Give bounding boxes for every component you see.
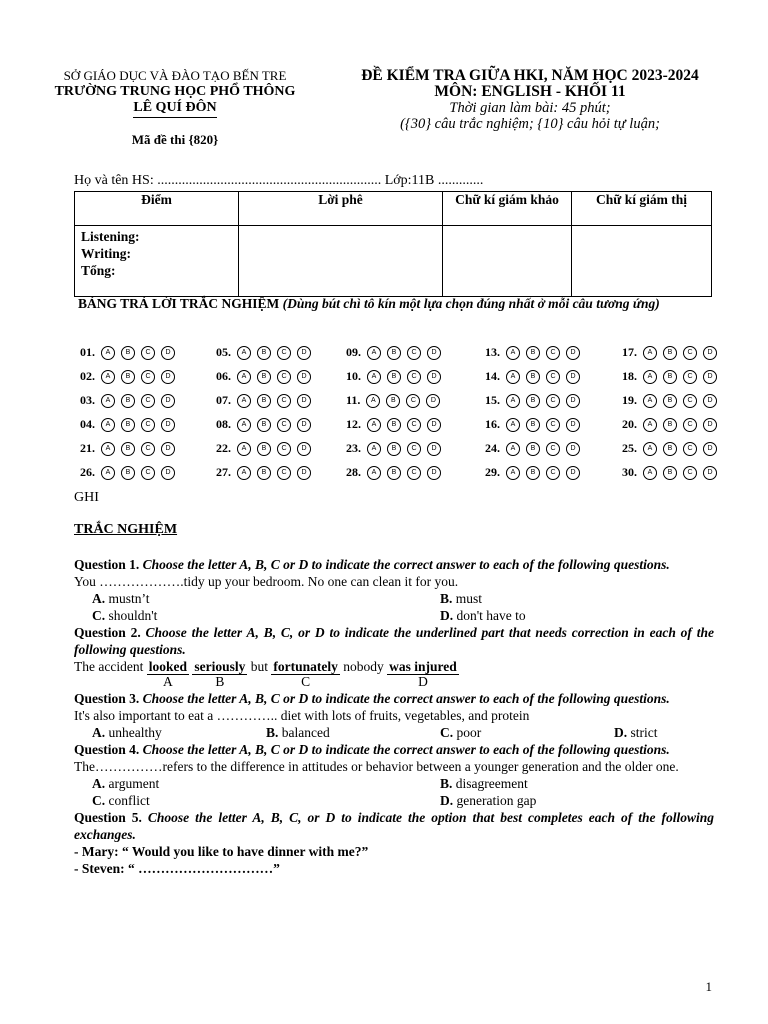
q2-mid-1: but: [250, 659, 269, 674]
exam-time: Thời gian làm bài: 45 phút;: [449, 100, 611, 116]
answer-bubble-a[interactable]: A: [506, 346, 520, 360]
answer-bubble-d[interactable]: D: [161, 370, 175, 384]
answer-bubble-a[interactable]: A: [643, 442, 657, 456]
answer-bubble-b[interactable]: B: [387, 370, 401, 384]
exam-counts: ({30} câu trắc nghiệm; {10} câu hỏi tự luận;: [400, 116, 660, 132]
answer-bubble-b[interactable]: B: [257, 394, 271, 408]
question-number: 09.: [346, 345, 361, 359]
exam-header: [320, 68, 740, 132]
answer-bubble-c[interactable]: C: [277, 394, 291, 408]
answer-bubble-d[interactable]: D: [566, 370, 580, 384]
answer-bubble-d[interactable]: D: [297, 370, 311, 384]
answer-bubble-a[interactable]: A: [101, 394, 115, 408]
question-1-label: Question 1.: [74, 557, 140, 572]
question-number: 02.: [80, 369, 95, 383]
answer-item: [622, 393, 717, 408]
writing-label: Writing:: [81, 246, 131, 261]
answer-bubble-d[interactable]: D: [566, 442, 580, 456]
answer-bubble-a[interactable]: A: [506, 442, 520, 456]
answer-bubble-d[interactable]: D: [566, 346, 580, 360]
answer-bubble-a[interactable]: A: [367, 346, 381, 360]
answer-bubble-a[interactable]: A: [367, 442, 381, 456]
q4-option-c[interactable]: C. conflict: [92, 793, 150, 808]
answer-item: [622, 345, 717, 360]
answer-bubble-c[interactable]: C: [277, 346, 291, 360]
proctor-signature-cell[interactable]: [572, 226, 712, 297]
q3-option-d[interactable]: D. strict: [614, 725, 658, 740]
proctor-signature-header: Chữ kí giám thị: [572, 192, 712, 226]
q4-option-b[interactable]: B. disagreement: [440, 776, 528, 791]
answer-bubble-b[interactable]: B: [663, 346, 677, 360]
answer-sheet-instruction: (Dùng bút chì tô kín một lựa chọn đúng nhất ở mỗi câu tương ứng): [282, 296, 660, 311]
question-number: 22.: [216, 441, 231, 455]
answer-bubble-b[interactable]: B: [257, 346, 271, 360]
answer-item: [216, 345, 311, 360]
question-3-options: [74, 724, 714, 741]
question-number: 24.: [485, 441, 500, 455]
answer-bubble-b[interactable]: B: [387, 418, 401, 432]
exam-code: Mã đề thi {820}: [131, 132, 219, 147]
answer-sheet-title: [78, 295, 718, 312]
answer-item: [485, 465, 580, 480]
answer-item: [485, 417, 580, 432]
answer-item: [485, 369, 580, 384]
q2-part-b[interactable]: seriously B: [194, 659, 246, 689]
answer-row: [80, 369, 730, 393]
answer-bubble-d[interactable]: D: [566, 394, 580, 408]
question-number: 16.: [485, 417, 500, 431]
question-number: 03.: [80, 393, 95, 407]
ghi-label: GHI: [74, 490, 99, 505]
answer-bubble-a[interactable]: A: [237, 466, 251, 480]
q3-option-b[interactable]: B. balanced: [266, 725, 330, 740]
answer-bubble-d[interactable]: D: [161, 394, 175, 408]
answer-bubble-b[interactable]: B: [663, 394, 677, 408]
question-3-stem: It's also important to eat a ………….. diet with lots of fruits, vegetables, and protein: [74, 708, 530, 723]
answer-bubble-d[interactable]: D: [161, 442, 175, 456]
comment-header: Lời phê: [239, 192, 443, 226]
question-number: 17.: [622, 345, 637, 359]
score-table: [74, 191, 712, 297]
question-number: 12.: [346, 417, 361, 431]
answer-row: [80, 441, 730, 465]
answer-bubble-b[interactable]: B: [386, 394, 400, 408]
answer-bubble-d[interactable]: D: [703, 418, 717, 432]
question-1-instruction: Choose the letter A, B, C or D to indicate the correct answer to each of the following questions.: [142, 557, 670, 572]
score-cell[interactable]: [75, 226, 239, 297]
answer-item: [80, 369, 175, 384]
answer-bubble-d[interactable]: D: [297, 466, 311, 480]
q2-part-a[interactable]: looked A: [148, 659, 187, 689]
answer-bubble-a[interactable]: A: [506, 394, 520, 408]
answer-item: [622, 465, 717, 480]
question-number: 04.: [80, 417, 95, 431]
answer-bubble-c[interactable]: C: [141, 346, 155, 360]
answer-item: [216, 465, 311, 480]
question-number: 05.: [216, 345, 231, 359]
answer-bubble-b[interactable]: B: [526, 370, 540, 384]
question-number: 01.: [80, 345, 95, 359]
answer-item: [346, 417, 441, 432]
question-number: 20.: [622, 417, 637, 431]
question-number: 23.: [346, 441, 361, 455]
question-1-heading: [74, 556, 714, 573]
questions-body: [74, 556, 714, 877]
answer-bubble-b[interactable]: B: [121, 442, 135, 456]
q1-option-c[interactable]: C. shouldn't: [92, 608, 158, 623]
answer-bubble-c[interactable]: C: [546, 370, 560, 384]
answer-bubble-a[interactable]: A: [367, 370, 381, 384]
question-number: 13.: [485, 345, 500, 359]
answer-item: [485, 441, 580, 456]
section-title: TRẮC NGHIỆM: [74, 522, 178, 537]
answer-bubble-c[interactable]: C: [546, 394, 560, 408]
answer-bubble-b[interactable]: B: [526, 346, 540, 360]
answer-item: [80, 465, 175, 480]
answer-row: [80, 393, 730, 417]
answer-bubble-d[interactable]: D: [703, 394, 717, 408]
answer-bubble-c[interactable]: C: [683, 418, 697, 432]
answer-bubble-b[interactable]: B: [526, 418, 540, 432]
question-number: 26.: [80, 465, 95, 479]
answer-bubble-a[interactable]: A: [643, 370, 657, 384]
answer-bubble-a[interactable]: A: [237, 370, 251, 384]
answer-bubble-c[interactable]: C: [141, 394, 155, 408]
q1-option-a[interactable]: A. mustn’t: [92, 591, 150, 606]
answer-bubble-c[interactable]: C: [277, 418, 291, 432]
answer-bubble-a[interactable]: A: [101, 370, 115, 384]
q4-option-a[interactable]: A. argument: [92, 776, 160, 791]
exam-title: ĐỀ KIỂM TRA GIỮA HKI, NĂM HỌC 2023-2024: [361, 67, 699, 84]
answer-row: [80, 417, 730, 441]
question-4-options-row1: [74, 775, 714, 792]
answer-bubble-d[interactable]: D: [427, 418, 441, 432]
question-4-heading: [74, 741, 714, 758]
question-number: 06.: [216, 369, 231, 383]
department-name: SỞ GIÁO DỤC VÀ ĐÀO TẠO BẾN TRE: [63, 68, 287, 83]
answer-bubble-b[interactable]: B: [257, 442, 271, 456]
answer-bubble-d[interactable]: D: [703, 466, 717, 480]
answer-item: [622, 441, 717, 456]
q2-prefix: The accident: [74, 659, 144, 674]
answer-item: [216, 369, 311, 384]
comment-cell[interactable]: [239, 226, 443, 297]
answer-bubble-c[interactable]: C: [407, 346, 421, 360]
question-2-instruction: Choose the letter A, B, C, or D to indicate the underlined part that needs correction in each of the following questions.: [74, 625, 714, 657]
answer-item: [80, 393, 175, 408]
answer-bubble-d[interactable]: D: [703, 442, 717, 456]
answer-bubble-a[interactable]: A: [101, 442, 115, 456]
question-3-label: Question 3.: [74, 691, 140, 706]
answer-bubble-b[interactable]: B: [257, 370, 271, 384]
answer-bubble-d[interactable]: D: [161, 418, 175, 432]
question-number: 08.: [216, 417, 231, 431]
answer-bubble-d[interactable]: D: [297, 394, 311, 408]
answer-item: [80, 345, 175, 360]
answer-bubble-c[interactable]: C: [407, 442, 421, 456]
answer-bubble-d[interactable]: D: [297, 418, 311, 432]
answer-bubble-a[interactable]: A: [237, 346, 251, 360]
question-number: 27.: [216, 465, 231, 479]
question-number: 18.: [622, 369, 637, 383]
answer-bubble-c[interactable]: C: [683, 370, 697, 384]
answer-bubble-c[interactable]: C: [683, 346, 697, 360]
q2-part-c[interactable]: fortunately C: [273, 659, 338, 689]
question-number: 19.: [622, 393, 637, 407]
score-header: Điểm: [75, 192, 239, 226]
answer-item: [346, 441, 441, 456]
q1-option-b[interactable]: B. must: [440, 591, 483, 606]
answer-bubble-b[interactable]: B: [121, 466, 135, 480]
answer-bubble-d[interactable]: D: [703, 346, 717, 360]
question-number: 10.: [346, 369, 361, 383]
answer-bubble-a[interactable]: A: [367, 466, 381, 480]
question-3-heading: [74, 690, 714, 707]
page-number: 1: [705, 979, 712, 994]
answer-bubble-a[interactable]: A: [643, 394, 657, 408]
answer-item: [346, 345, 441, 360]
question-5-line-1: - Mary: “ Would you like to have dinner with me?”: [74, 844, 369, 859]
question-number: 25.: [622, 441, 637, 455]
answer-bubble-a[interactable]: A: [237, 442, 251, 456]
answer-item: [346, 393, 440, 408]
answer-item: [216, 441, 311, 456]
answer-bubble-c[interactable]: C: [546, 466, 560, 480]
question-2-heading: [74, 624, 714, 658]
question-5-label: Question 5.: [74, 810, 142, 825]
answer-bubble-c[interactable]: C: [407, 418, 421, 432]
answer-item: [346, 465, 441, 480]
answer-bubble-c[interactable]: C: [277, 442, 291, 456]
answer-row: [80, 465, 730, 489]
answer-bubble-a[interactable]: A: [506, 370, 520, 384]
question-3-instruction: Choose the letter A, B, C or D to indicate the correct answer to each of the following questions.: [142, 691, 670, 706]
question-1-options-row2: [74, 607, 714, 624]
answer-bubble-c[interactable]: C: [141, 442, 155, 456]
answer-bubble-b[interactable]: B: [663, 442, 677, 456]
answer-bubble-d[interactable]: D: [161, 346, 175, 360]
question-number: 15.: [485, 393, 500, 407]
question-number: 14.: [485, 369, 500, 383]
answer-bubble-a[interactable]: A: [237, 418, 251, 432]
answer-bubble-d[interactable]: D: [427, 370, 441, 384]
answer-bubble-d[interactable]: D: [161, 466, 175, 480]
answer-bubble-d[interactable]: D: [426, 394, 440, 408]
q2-part-d[interactable]: was injured D: [389, 659, 457, 689]
answer-item: [485, 345, 580, 360]
answer-bubble-b[interactable]: B: [121, 370, 135, 384]
q3-option-c[interactable]: C. poor: [440, 725, 482, 740]
answer-bubble-c[interactable]: C: [546, 442, 560, 456]
total-label: Tổng:: [81, 263, 116, 278]
question-4-instruction: Choose the letter A, B, C or D to indicate the correct answer to each of the following questions.: [142, 742, 670, 757]
question-4-stem: The……………refers to the difference in attitudes or behavior between a younger generation and the older one.: [74, 759, 679, 774]
examiner-signature-header: Chữ kí giám khảo: [443, 192, 572, 226]
answer-item: [216, 393, 311, 408]
answer-bubble-c[interactable]: C: [141, 466, 155, 480]
answer-bubble-b[interactable]: B: [663, 370, 677, 384]
answer-bubble-b[interactable]: B: [526, 394, 540, 408]
answer-bubble-b[interactable]: B: [257, 418, 271, 432]
question-number: 29.: [485, 465, 500, 479]
answer-bubble-b[interactable]: B: [387, 346, 401, 360]
q4-option-d[interactable]: D. generation gap: [440, 793, 537, 808]
answer-bubble-b[interactable]: B: [257, 466, 271, 480]
answer-bubble-c[interactable]: C: [407, 466, 421, 480]
answer-bubble-a[interactable]: A: [237, 394, 251, 408]
question-1-options-row1: [74, 590, 714, 607]
q2-mid-2: nobody: [343, 659, 384, 674]
answer-item: [346, 369, 441, 384]
question-number: 28.: [346, 465, 361, 479]
listening-label: Listening:: [81, 229, 140, 244]
answer-bubble-d[interactable]: D: [566, 466, 580, 480]
answer-bubble-c[interactable]: C: [141, 370, 155, 384]
answer-sheet-heading: BẢNG TRẢ LỜI TRẮC NGHIỆM: [78, 296, 280, 311]
exam-subject: MÔN: ENGLISH - KHỐI 11: [434, 83, 626, 100]
answer-bubble-c[interactable]: C: [277, 466, 291, 480]
answer-bubble-grid: [80, 345, 730, 489]
question-2-label: Question 2.: [74, 625, 141, 640]
q3-option-a[interactable]: A. unhealthy: [92, 725, 162, 740]
question-5-line-2: - Steven: “ …………………………”: [74, 861, 280, 876]
answer-bubble-a[interactable]: A: [366, 394, 380, 408]
answer-bubble-b[interactable]: B: [663, 418, 677, 432]
answer-item: [80, 417, 175, 432]
answer-bubble-d[interactable]: D: [427, 346, 441, 360]
answer-bubble-a[interactable]: A: [506, 418, 520, 432]
answer-bubble-b[interactable]: B: [121, 394, 135, 408]
answer-bubble-c[interactable]: C: [683, 442, 697, 456]
q1-option-d[interactable]: D. don't have to: [440, 608, 526, 623]
answer-bubble-a[interactable]: A: [643, 466, 657, 480]
answer-bubble-d[interactable]: D: [427, 442, 441, 456]
answer-bubble-c[interactable]: C: [546, 418, 560, 432]
answer-bubble-d[interactable]: D: [566, 418, 580, 432]
answer-bubble-a[interactable]: A: [101, 346, 115, 360]
question-4-label: Question 4.: [74, 742, 140, 757]
answer-bubble-b[interactable]: B: [526, 466, 540, 480]
answer-bubble-c[interactable]: C: [406, 394, 420, 408]
question-2-sentence: [74, 658, 714, 690]
school-name-line2: LÊ QUÍ ĐÔN: [133, 100, 216, 118]
answer-bubble-a[interactable]: A: [643, 346, 657, 360]
answer-item: [485, 393, 580, 408]
question-4-options-row2: [74, 792, 714, 809]
answer-bubble-c[interactable]: C: [683, 394, 697, 408]
school-name-line1: TRƯỜNG TRUNG HỌC PHỔ THÔNG: [54, 84, 296, 99]
answer-bubble-c[interactable]: C: [683, 466, 697, 480]
answer-bubble-c[interactable]: C: [141, 418, 155, 432]
answer-bubble-d[interactable]: D: [297, 346, 311, 360]
question-number: 07.: [216, 393, 231, 407]
answer-item: [80, 441, 175, 456]
answer-bubble-a[interactable]: A: [506, 466, 520, 480]
question-number: 30.: [622, 465, 637, 479]
answer-row: [80, 345, 730, 369]
answer-bubble-c[interactable]: C: [277, 370, 291, 384]
answer-bubble-b[interactable]: B: [121, 418, 135, 432]
answer-bubble-b[interactable]: B: [387, 442, 401, 456]
question-5-heading: [74, 809, 714, 843]
answer-bubble-b[interactable]: B: [663, 466, 677, 480]
answer-item: [622, 417, 717, 432]
answer-bubble-c[interactable]: C: [407, 370, 421, 384]
answer-bubble-b[interactable]: B: [121, 346, 135, 360]
answer-bubble-a[interactable]: A: [101, 466, 115, 480]
answer-item: [622, 369, 717, 384]
answer-bubble-a[interactable]: A: [367, 418, 381, 432]
answer-bubble-a[interactable]: A: [643, 418, 657, 432]
answer-bubble-d[interactable]: D: [297, 442, 311, 456]
answer-item: [216, 417, 311, 432]
answer-bubble-b[interactable]: B: [526, 442, 540, 456]
question-5-instruction: Choose the letter A, B, C, or D to indicate the option that best completes each of the following exchanges.: [74, 810, 714, 842]
answer-bubble-b[interactable]: B: [387, 466, 401, 480]
school-header: [20, 68, 330, 148]
student-info-line: Họ và tên HS: ................................................................ Lớp:11B .............: [74, 173, 484, 188]
answer-bubble-d[interactable]: D: [427, 466, 441, 480]
question-number: 11.: [346, 393, 361, 407]
examiner-signature-cell[interactable]: [443, 226, 572, 297]
question-number: 21.: [80, 441, 95, 455]
answer-bubble-d[interactable]: D: [703, 370, 717, 384]
answer-bubble-a[interactable]: A: [101, 418, 115, 432]
answer-bubble-c[interactable]: C: [546, 346, 560, 360]
question-1-stem: You ……………….tidy up your bedroom. No one can clean it for you.: [74, 574, 459, 589]
